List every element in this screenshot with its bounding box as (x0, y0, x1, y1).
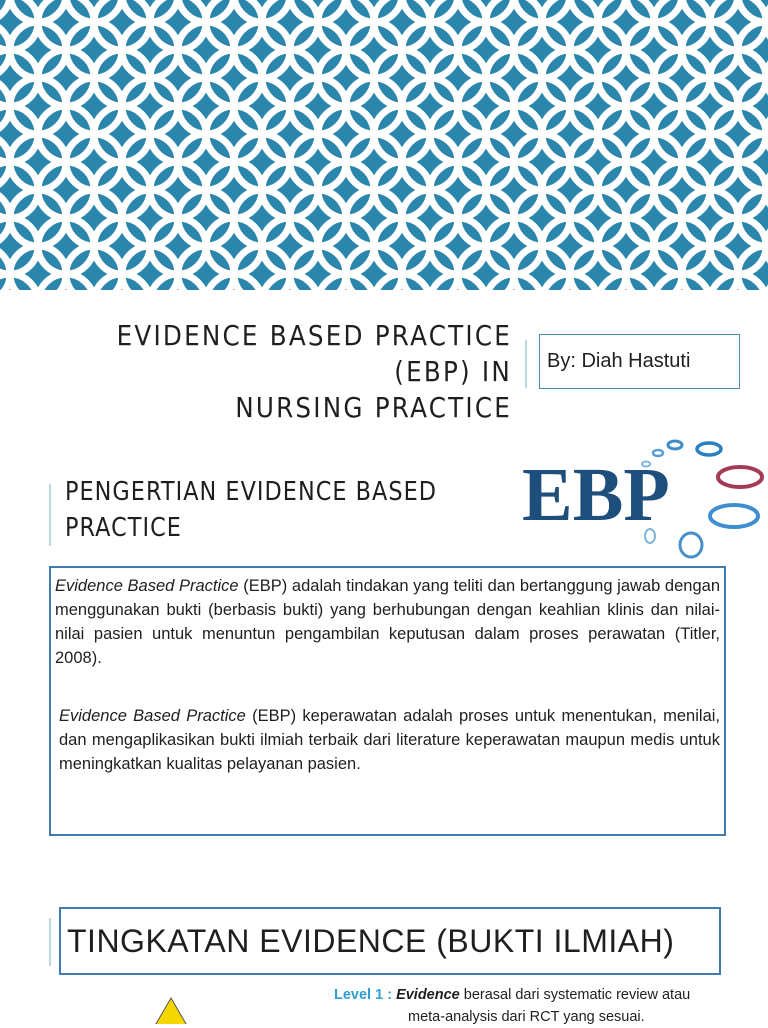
bubble (718, 467, 762, 487)
definition-box (49, 566, 726, 836)
level-1-description (334, 984, 754, 1028)
definition-1-text: (EBP) adalah tindakan yang teliti dan bertanggung jawab dengan menggunakan bukti (berbasis bukti) yang berhubungan dengan keahlian klinis dan nilai-nilai pasien untuk menuntun pengambilan keputusan dalam proses perawatan (Titler, 2008). (55, 577, 720, 667)
bubble (680, 533, 702, 557)
term-ebp: Evidence Based Practice (59, 707, 246, 725)
slide-title (0, 318, 512, 426)
section-heading-pengertian (65, 474, 437, 546)
pattern-banner (0, 0, 768, 290)
heading-line-1: PENGERTIAN EVIDENCE BASED (65, 477, 438, 507)
section-heading-tingkatan: TINGKATAN EVIDENCE (BUKTI ILMIAH) (59, 907, 721, 975)
bubble (710, 505, 758, 527)
heading-line-2: PRACTICE (65, 513, 182, 543)
title-line-2: NURSING PRACTICE (235, 391, 513, 424)
definition-2-text: (EBP) keperawatan adalah proses untuk menentukan, menilai, dan mengaplikasikan bukti ilmiah terbaik dari literature keperawatan maupun medis untuk meningkatkan kualitas pelayanan pasien. (59, 707, 720, 773)
ebp-logo-text: EBP (522, 453, 670, 537)
bubble (697, 443, 721, 455)
level-1-line-2: meta-analysis dari RCT yang sesuai. (408, 1009, 645, 1025)
definition-paragraph-2 (55, 704, 720, 776)
heading-accent-bar (49, 484, 51, 546)
evidence-pyramid-icon (148, 996, 194, 1024)
level-1-line-1: berasal dari systematic review atau (459, 987, 691, 1003)
heading-accent-bar (49, 918, 51, 966)
author-byline: By: Diah Hastuti (539, 334, 740, 389)
evidence-term: Evidence (396, 987, 460, 1003)
definition-paragraph-1 (55, 574, 720, 670)
ebp-logo (520, 436, 768, 560)
term-ebp: Evidence Based Practice (55, 577, 239, 595)
title-divider (525, 340, 527, 388)
level-1-label: Level 1 : (334, 987, 393, 1003)
title-line-1: EVIDENCE BASED PRACTICE (EBP) IN (116, 319, 513, 388)
bubble (668, 441, 682, 449)
